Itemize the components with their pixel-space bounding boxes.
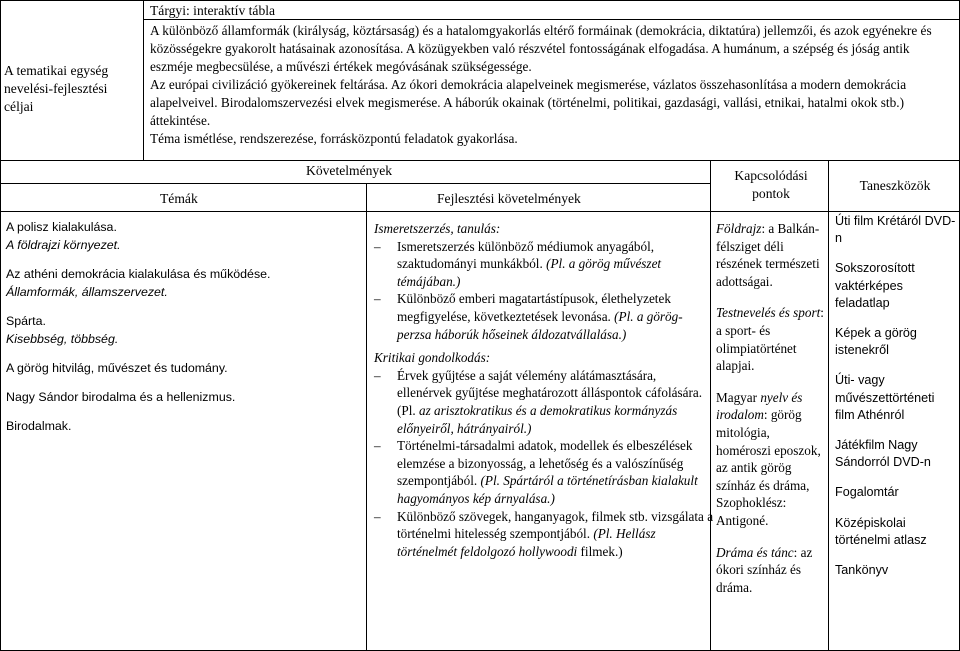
goal-paragraph: Téma ismétlése, rendszerezése, forrásközpontú feladatok gyakorlása.: [150, 131, 518, 146]
topic-item: Az athéni demokrácia kialakulása és működése.: [6, 267, 271, 281]
tools-list: [835, 213, 957, 579]
grid-line: [143, 0, 144, 160]
topic-item: Birodalmak.: [6, 419, 72, 433]
tool-item: Úti film Krétáról DVD-n: [835, 214, 956, 246]
header-development: Fejlesztési követelmények: [437, 191, 581, 206]
topic-item: A földrajzi környezet.: [6, 238, 121, 252]
grid-line: [0, 211, 960, 212]
tool-item: Képek a görög istenekről: [835, 326, 917, 358]
table-top-border: [0, 0, 960, 1]
dash-bullet: –: [374, 291, 381, 307]
tool-item: Tankönyv: [835, 563, 889, 578]
header-topics: Témák: [160, 191, 198, 206]
header-connections: Kapcsolódási pontok: [734, 168, 808, 201]
subject-line: Tárgyi: interaktív tábla: [150, 3, 276, 18]
critical-item: – Történelmi-társadalmi adatok, modellek és elbeszélések elemzése a bizonyosság, a lehetőség és a valószínűség szempontjából. (Pl. Spártáról a történetírásban kialakult hagyományos kép árnyalása.): [374, 438, 698, 506]
critical-title: Kritikai gondolkodás:: [374, 350, 491, 366]
topic-item: A polisz kialakulása.: [6, 220, 117, 234]
connection-pe: Testnevelés és sport: a sport- és olimpiatörténet alapjai.: [716, 305, 824, 374]
critical-list: [374, 367, 714, 561]
dash-bullet: –: [374, 508, 381, 524]
topic-item: A görög hitvilág, művészet és tudomány.: [6, 361, 228, 375]
requirements-cell: [374, 220, 714, 560]
topics-list: [6, 218, 296, 435]
header-tools: Taneszközök: [859, 178, 931, 193]
knowledge-list: [374, 238, 714, 344]
dash-bullet: –: [374, 238, 381, 254]
header-requirements: Követelmények: [306, 163, 393, 178]
connection-geography: Földrajz: a Balkán-félsziget déli részének természeti adottságai.: [716, 221, 820, 289]
tool-item: Úti- vagy művészettörténeti film Athénról: [835, 373, 935, 422]
topic-item: Államformák, államszervezet.: [6, 285, 168, 299]
critical-item: – Különböző szövegek, hanganyagok, filmek stb. vizsgálata a történelmi hitelesség szempontjából. (Pl. Hellász történelmét feldolgozó hollywoodi filmek.): [374, 508, 714, 559]
dash-bullet: –: [374, 367, 381, 383]
goal-text: [150, 22, 955, 148]
goal-title: A tematikai egység nevelési-fejlesztési céljai: [4, 63, 109, 114]
topic-item: Nagy Sándor birodalma és a hellenizmus.: [6, 390, 236, 404]
dash-bullet: –: [374, 438, 381, 454]
critical-item: – Érvek gyűjtése a saját vélemény alátámasztására, ellenérvek gyűjtése meghatározott álláspontok cáfolására. (Pl. az arisztokratikus és a demokratikus kormányzás előnyeiről, hátrányairól.): [374, 367, 703, 436]
knowledge-title: Ismeretszerzés, tanulás:: [374, 221, 501, 236]
connection-literature: Magyar nyelv és irodalom: görög mitológia, homéroszi eposzok, az antik görög színház és dráma, Szophoklész: Antigoné.: [716, 389, 821, 528]
knowledge-item: – Különböző emberi magatartástípusok, élethelyzetek megfigyelése, következtetések levonása. (Pl. a görög-perzsa háborúk hőseinek áldozatvállalása.): [374, 291, 683, 342]
connection-drama: Dráma és tánc: az ókori színház és dráma.: [716, 544, 813, 595]
tool-item: Fogalomtár: [835, 485, 899, 500]
grid-line: [0, 183, 710, 184]
grid-line: [143, 19, 960, 20]
tool-item: Sokszorosított vaktérképes feladatlap: [835, 261, 915, 310]
topic-item: Kisebbség, többség.: [6, 332, 119, 346]
tool-item: Játékfilm Nagy Sándorról DVD-n: [835, 438, 931, 470]
knowledge-item: – Ismeretszerzés különböző médiumok anyagából, szaktudományi munkákból. (Pl. a görög művészet témájában.): [374, 238, 662, 289]
grid-line: [366, 183, 367, 651]
goal-paragraph: Az európai civilizáció gyökereinek feltárása. Az ókori demokrácia alapelveinek megismerése, vázlatos összehasonlítása a modern demokrácia alapelveivel. Birodalomszervezési elvek megismerése. A háborúk okainak (történelmi, politikai, gazdasági, vallási, etnikai, hatalmi okok stb.) áttekintése.: [150, 77, 907, 128]
grid-line: [0, 160, 960, 161]
goal-paragraph: A különböző államformák (királyság, köztársaság) és a hatalomgyakorlás eltérő formáinak (demokrácia, diktatúra) jellemzői, és azok egyénekre és közösségekre gyakorolt hatásainak azonosítása. A közügyekben való részvétel fontosságának elfogadása. A humánum, a szépség és jóság antik eszméje megbecsülése, a művészi értékek megóvásának szükségessége.: [150, 23, 932, 74]
topic-item: Spárta.: [6, 314, 46, 328]
tool-item: Középiskolai történelmi atlasz: [835, 515, 927, 547]
connections-cell: [716, 220, 828, 596]
grid-line: [828, 160, 829, 651]
